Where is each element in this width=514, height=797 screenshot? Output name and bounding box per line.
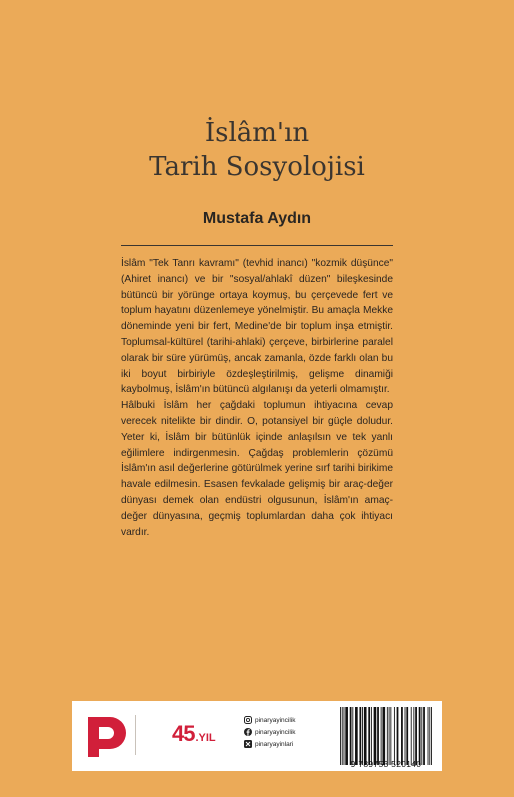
barcode-bar xyxy=(413,707,414,765)
barcode-bar xyxy=(415,707,417,765)
barcode-bar xyxy=(355,707,358,765)
social-row-facebook[interactable] xyxy=(244,726,344,738)
book-title-line1: İslâm'ın xyxy=(204,118,310,148)
book-title-line2: Tarih Sosyolojisi xyxy=(149,152,365,182)
barcode-bar xyxy=(362,707,363,765)
barcode-bar xyxy=(344,707,345,765)
anniversary-label: .YIL xyxy=(195,732,216,744)
facebook-icon xyxy=(244,728,252,736)
barcode-bar xyxy=(368,707,370,765)
instagram-icon xyxy=(244,716,252,724)
barcode-bar xyxy=(431,707,432,765)
barcode-bar xyxy=(401,707,403,765)
blurb xyxy=(121,256,393,540)
facebook-handle: pinaryayincilik xyxy=(255,728,296,736)
barcode-bar xyxy=(423,707,425,765)
barcode-bar xyxy=(345,707,348,765)
barcode-bar xyxy=(381,707,382,765)
barcode-bar xyxy=(374,707,377,765)
social-row-x[interactable] xyxy=(244,738,344,750)
book-title xyxy=(0,116,514,184)
barcode-bar xyxy=(340,707,341,765)
instagram-handle: pinaryayincilik xyxy=(255,716,296,724)
barcode-bar xyxy=(419,707,421,765)
anniversary-badge xyxy=(172,721,216,751)
anniversary-number: 45 xyxy=(172,721,195,746)
footer-divider xyxy=(135,715,136,755)
barcode-bar xyxy=(390,707,391,765)
barcode-bar xyxy=(342,707,343,765)
isbn-number: 9 789753 520140 xyxy=(350,759,422,769)
barcode-bar xyxy=(387,707,388,765)
author-name: Mustafa Aydın xyxy=(202,210,312,227)
x-icon xyxy=(244,740,252,748)
barcode-bar xyxy=(364,707,367,765)
x-handle: pinaryayinlari xyxy=(255,740,294,748)
blurb-paragraph-2: Hâlbuki İslâm her çağdaki toplumun ihtiyacına cevap verecek nitelikte bir dindir. O, potansiyel bir güçle doludur. Yeter ki, İslâm bir bütünlük içinde anlaşılsın ve tek yanlı eğilimlere indirgenmesin. Çağdaş problemlerin çözümü İslâm'ın asıl değerlerine götürülmek yerine sırf tarihi birikime havale edilmesin. Esasen fevkalade gelişmiş bir araç-değer dünyası demek olan endüstri olgusunun, İslâm'ın amaç-değer dünyasına, geçmiş toplumlardan daha çok ihtiyacı vardır. xyxy=(121,400,393,538)
divider-rule xyxy=(121,245,393,246)
barcode-bar xyxy=(389,707,390,765)
publisher-footer xyxy=(72,701,442,771)
blurb-paragraph-1: İslâm "Tek Tanrı kavramı" (tevhid inancı) "kozmik düşünce" (Ahiret inancı) ve bir "sosyal/ahlakî düzen" bileşkesinde bütüncü bir yörünge ortaya koymuş, bu çerçevede fert ve toplum hayatını düzenlemeye yönelmiştir. Bu amaçla Mekke döneminde yeni bir fert, Medine'de bir toplum inşa etmiştir. Toplumsal-kültürel (tarihi-ahlaki) çerçeve, birbirlerine paralel olarak bir süre yürümüş, ancak zamanla, özde farklı olan bu iki boyut birbiriyle özdeşleştirilmiş, gelişme dinamiği kaybolmuş, İslâm'ın bütüncü algılanışı da yeterli olmamıştır. xyxy=(121,258,393,396)
barcode-bar xyxy=(382,707,385,765)
barcode-bar xyxy=(411,707,412,765)
isbn-barcode xyxy=(336,707,436,765)
barcode-bar xyxy=(405,707,406,765)
barcode-bar xyxy=(429,707,430,765)
social-row-instagram[interactable] xyxy=(244,714,344,726)
barcode-bar xyxy=(394,707,395,765)
barcode-bar xyxy=(406,707,408,765)
barcode-bar xyxy=(397,707,399,765)
barcode-bar xyxy=(421,707,422,765)
social-links xyxy=(244,714,344,750)
barcode-bar xyxy=(371,707,372,765)
barcode-bar xyxy=(377,707,379,765)
barcode-bar xyxy=(428,707,429,765)
barcode-bar xyxy=(350,707,352,765)
barcode-bar xyxy=(352,707,353,765)
barcode-bar xyxy=(359,707,361,765)
publisher-logo-icon xyxy=(86,715,126,759)
